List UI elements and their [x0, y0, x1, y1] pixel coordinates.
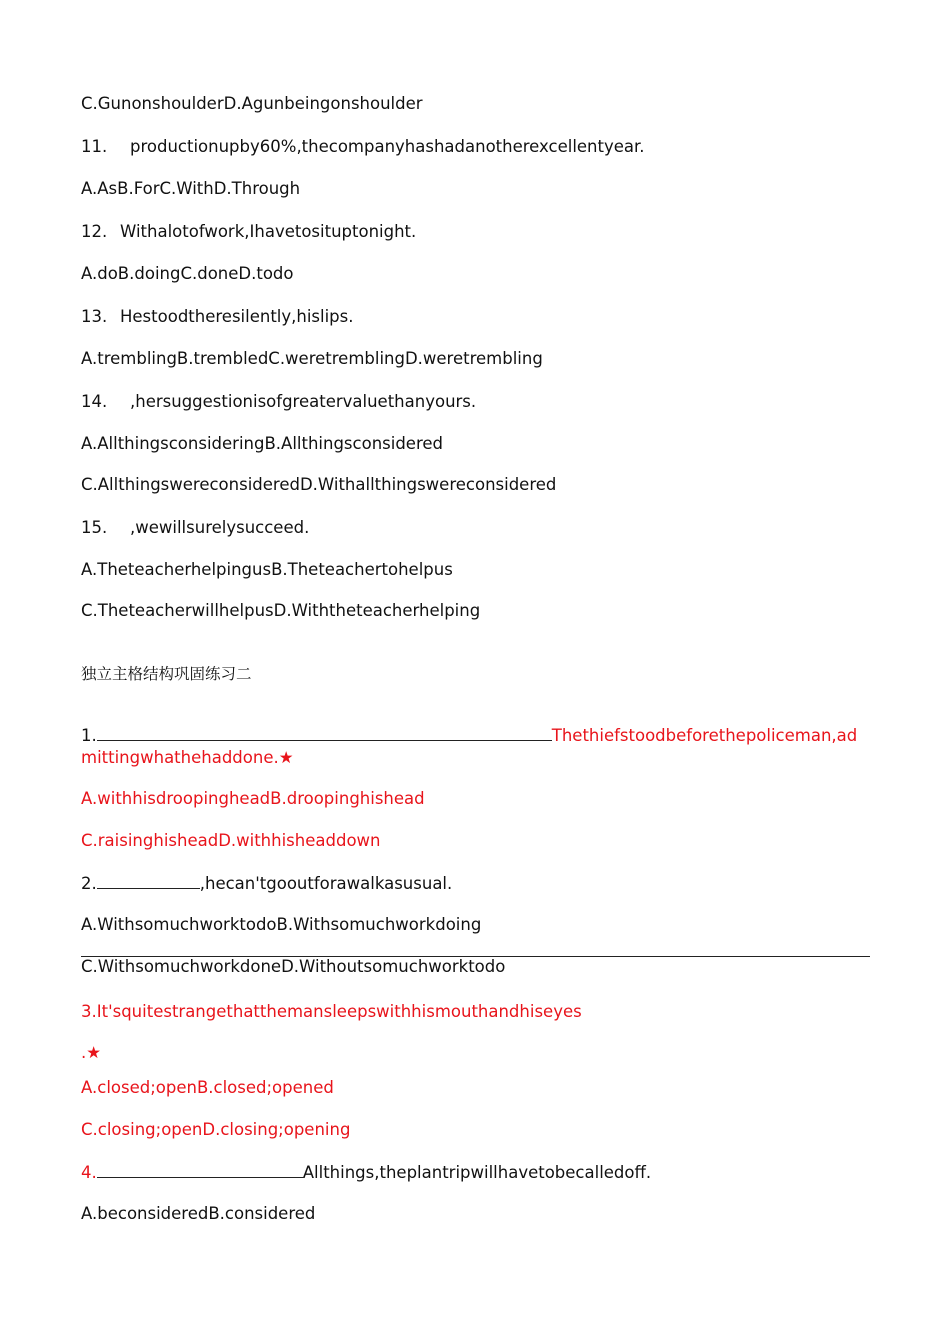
q12-text: Withalotofwork,Ihavetosituptonight.	[120, 222, 417, 241]
q14-number: 14.	[81, 392, 108, 411]
q13-options: A.tremblingB.trembledC.weretremblingD.weretrembling	[81, 349, 543, 368]
q15-options-cd: C.TheteacherwillhelpusD.Withtheteacherhelping	[81, 601, 481, 620]
q4-stem	[81, 1161, 651, 1184]
q3-stem: 3.It'squitestrangethatthemansleepswithhismouthandhiseyes	[81, 1002, 582, 1021]
q14-stem	[81, 391, 476, 413]
q1-stem	[81, 724, 857, 747]
q11-stem	[81, 136, 645, 158]
q15-number: 15.	[81, 518, 108, 537]
q2-options-ab: A.WithsomuchworktodoB.Withsomuchworkdoing	[81, 915, 482, 934]
q1-options-ab: A.withhisdroopingheadB.droopinghishead	[81, 789, 425, 808]
q15-options-ab: A.TheteacherhelpingusB.Theteachertohelpus	[81, 560, 453, 579]
q14-options-ab: A.AllthingsconsideringB.Allthingsconsidered	[81, 434, 444, 453]
q12-options: A.doB.doingC.doneD.todo	[81, 264, 294, 283]
q3-star: .★	[81, 1043, 102, 1062]
section-title: 独立主格结构巩固练习二	[81, 665, 252, 683]
q1-text-line2: mittingwhathehaddone.★	[81, 748, 294, 767]
q13-text: Hestoodtheresilently,hislips.	[120, 307, 354, 326]
q10-options-cd: C.GunonshoulderD.Agunbeingonshoulder	[81, 94, 423, 113]
q11-text: productionupby60%,thecompanyhashadanotherexcellentyear.	[130, 137, 645, 156]
q15-text: ,wewillsurelysucceed.	[130, 518, 310, 537]
q4-number: 4.	[81, 1163, 97, 1182]
q13-number: 13.	[81, 307, 108, 326]
q15-stem	[81, 517, 309, 539]
q1-text-line1: Thethiefstoodbeforethepoliceman,ad	[551, 726, 858, 745]
q2-options-cd: C.WithsomuchworkdoneD.Withoutsomuchworktodo	[81, 957, 506, 976]
q3-options-ab: A.closed;openB.closed;opened	[81, 1078, 334, 1097]
q1-options-cd: C.raisinghisheadD.withhisheaddown	[81, 831, 381, 850]
q4-options-ab: A.beconsideredB.considered	[81, 1204, 316, 1223]
q12-stem	[81, 221, 416, 243]
q4-answer-blank	[97, 1161, 303, 1178]
q13-stem	[81, 306, 354, 328]
q2-answer-blank	[97, 872, 200, 889]
q1-answer-blank	[97, 724, 552, 741]
q14-options-cd: C.AllthingswereconsideredD.Withallthingswereconsidered	[81, 475, 557, 494]
q1-number: 1.	[81, 726, 97, 745]
q2-text: ,hecan'tgooutforawalkasusual.	[199, 874, 453, 893]
q2-number: 2.	[81, 874, 97, 893]
q14-text: ,hersuggestionisofgreatervaluethanyours.	[130, 392, 477, 411]
q4-text: Allthings,theplantripwillhavetobecalledoff.	[302, 1163, 652, 1182]
q12-number: 12.	[81, 222, 108, 241]
q3-options-cd: C.closing;openD.closing;opening	[81, 1120, 351, 1139]
q2-stem	[81, 872, 452, 895]
q11-options: A.AsB.ForC.WithD.Through	[81, 179, 301, 198]
q11-number: 11.	[81, 137, 108, 156]
